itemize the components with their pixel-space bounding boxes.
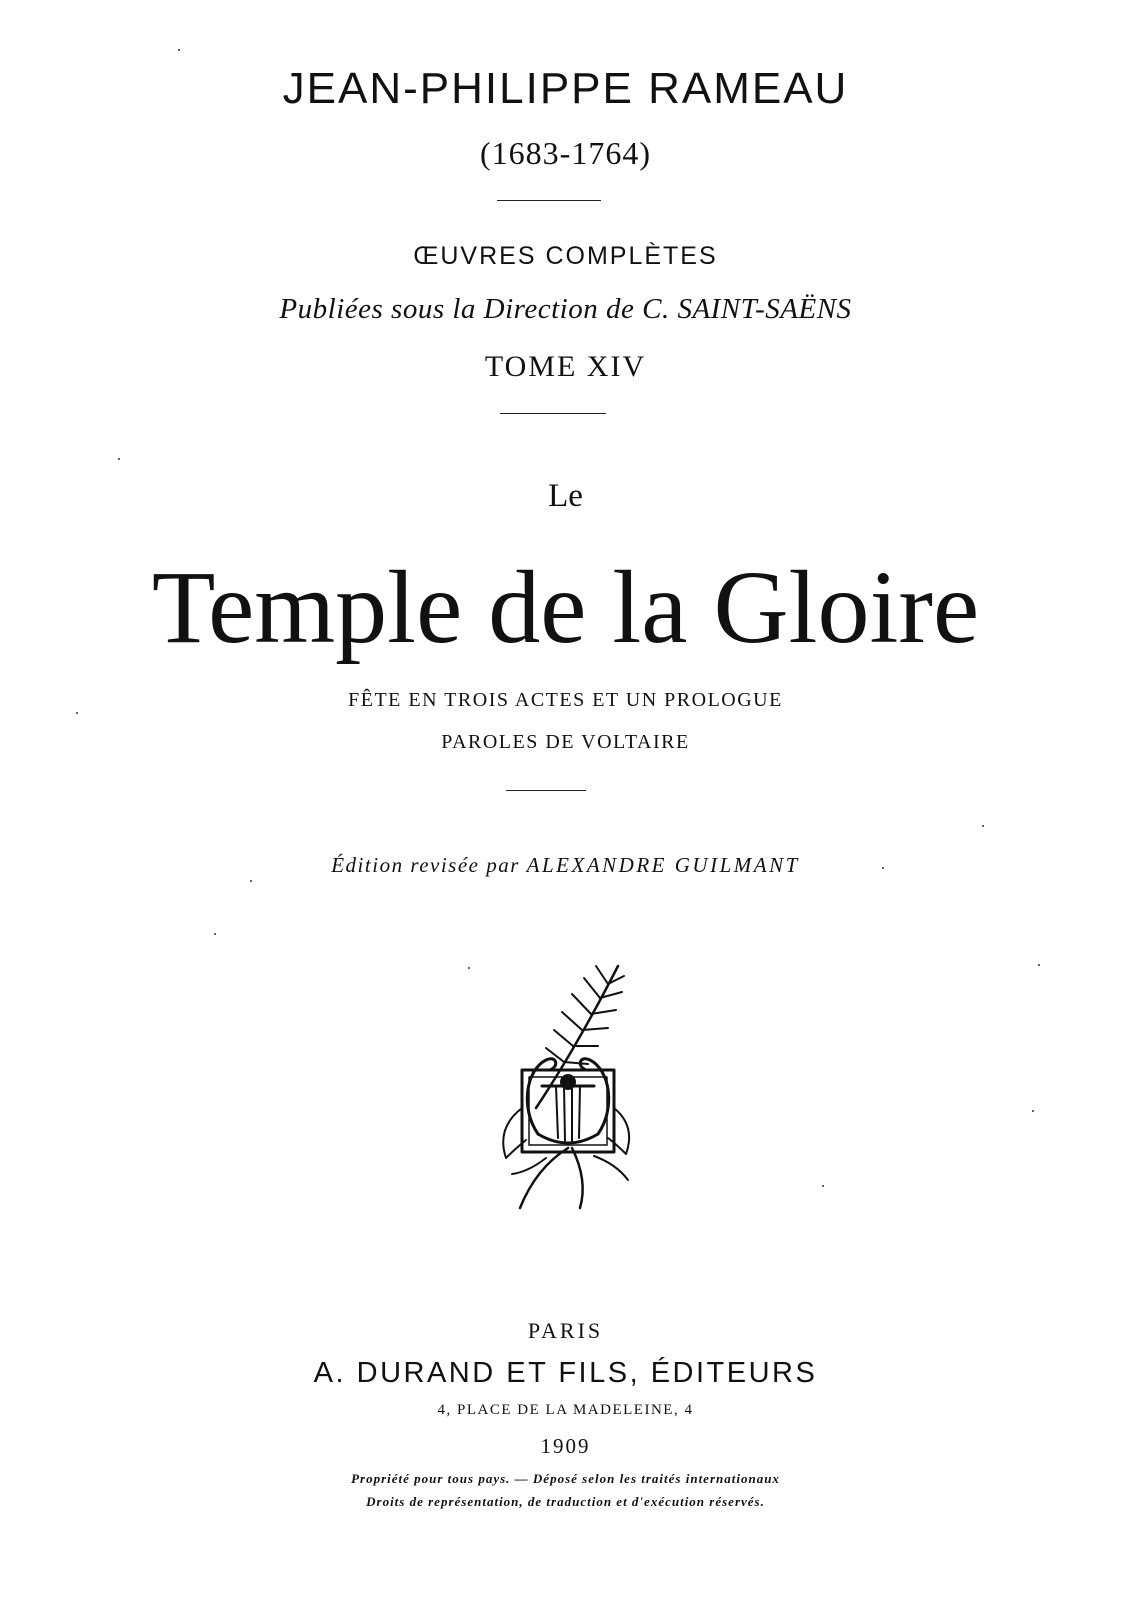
divider-rule [506, 790, 586, 791]
volume-number: TOME XIV [484, 350, 647, 383]
imprint-place: PARIS [527, 1318, 604, 1343]
scan-speck [76, 712, 78, 714]
scan-speck [982, 825, 984, 827]
scan-speck [178, 49, 180, 51]
imprint-year: 1909 [540, 1434, 591, 1458]
work-title: Temple de la Gloire [151, 550, 980, 665]
title-article: Le [548, 478, 583, 514]
scan-speck [214, 933, 216, 935]
scan-speck [250, 880, 252, 882]
lyre-and-palm-vignette-icon [476, 958, 656, 1213]
rights-notice-line-2: Droits de représentation, de traduction et d'exécution réservés. [366, 1494, 765, 1509]
scan-speck [118, 458, 120, 460]
edition-reviser: ALEXANDRE GUILMANT [526, 853, 800, 877]
scan-speck [882, 867, 884, 869]
scan-speck [1038, 964, 1040, 966]
scan-speck [822, 1185, 824, 1187]
editor-direction: Publiées sous la Direction de C. SAINT-SAËNS [279, 293, 852, 325]
scan-speck [468, 967, 470, 969]
series-title: ŒUVRES COMPLÈTES [413, 242, 718, 270]
divider-rule [500, 413, 606, 414]
edition-credit [0, 853, 1131, 878]
divider-rule [497, 200, 601, 201]
scan-speck [1032, 1110, 1034, 1112]
edition-prefix: Édition revisée par [331, 853, 520, 877]
composer-dates: (1683-1764) [480, 135, 651, 171]
composer-name: JEAN-PHILIPPE RAMEAU [282, 64, 849, 113]
imprint-publisher: A. DURAND ET FILS, ÉDITEURS [313, 1357, 818, 1389]
work-subtitle: FÊTE EN TROIS ACTES ET UN PROLOGUE [348, 689, 783, 711]
rights-notice-line-1: Propriété pour tous pays. — Déposé selon les traités internationaux [351, 1471, 780, 1486]
imprint-address: 4, PLACE DE LA MADELEINE, 4 [437, 1402, 694, 1418]
librettist-credit: PAROLES DE VOLTAIRE [441, 731, 690, 753]
